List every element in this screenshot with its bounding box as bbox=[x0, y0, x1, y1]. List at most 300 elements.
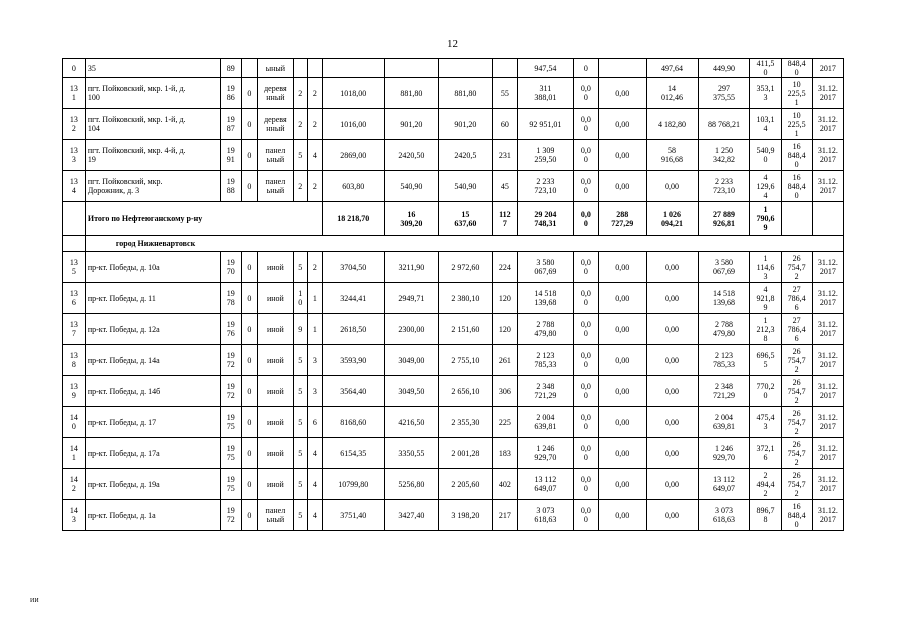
table-cell: 3 bbox=[308, 345, 323, 376]
table-cell: 3244,41 bbox=[322, 283, 384, 314]
table-cell: 0 bbox=[241, 376, 258, 407]
table-cell: 3 580 067,69 bbox=[517, 252, 573, 283]
table-cell: 60 bbox=[492, 109, 517, 140]
table-cell: 0,0 0 bbox=[573, 252, 598, 283]
table-cell: 2 bbox=[308, 78, 323, 109]
table-cell: 0,00 bbox=[646, 345, 698, 376]
table-row bbox=[63, 345, 844, 376]
table-cell: 27 889 926,81 bbox=[698, 202, 750, 236]
table-cell: 45 bbox=[492, 171, 517, 202]
table-cell: 31.12. 2017 bbox=[812, 438, 843, 469]
table-cell: пр-кт. Победы, д. 17а bbox=[85, 438, 220, 469]
table-cell: пр-кт. Победы, д. 14а bbox=[85, 345, 220, 376]
table-cell: 4 129,6 4 bbox=[750, 171, 781, 202]
table-cell: деревя нный bbox=[258, 109, 293, 140]
table-cell: 13 1 bbox=[63, 78, 86, 109]
table-cell: 13 5 bbox=[63, 252, 86, 283]
table-cell: 1 246 929,70 bbox=[517, 438, 573, 469]
table-cell: 0,00 bbox=[598, 376, 646, 407]
table-cell: 2 788 479,80 bbox=[698, 314, 750, 345]
table-cell: 183 bbox=[492, 438, 517, 469]
table-cell: 19 88 bbox=[220, 171, 241, 202]
table-cell: 19 72 bbox=[220, 376, 241, 407]
table-cell: 224 bbox=[492, 252, 517, 283]
table-cell bbox=[308, 59, 323, 78]
table-cell: 10 225,5 1 bbox=[781, 109, 812, 140]
table-cell: 13 2 bbox=[63, 109, 86, 140]
table-cell: 2 004 639,81 bbox=[517, 407, 573, 438]
table-cell: 2 972,60 bbox=[438, 252, 492, 283]
table-cell: 0,00 bbox=[598, 314, 646, 345]
table-cell: 31.12. 2017 bbox=[812, 500, 843, 531]
table-cell: иной bbox=[258, 469, 293, 500]
table-cell: 402 bbox=[492, 469, 517, 500]
table-cell: 0,00 bbox=[646, 376, 698, 407]
table-cell: 0,00 bbox=[598, 283, 646, 314]
table-cell: 3751,40 bbox=[322, 500, 384, 531]
table-cell: 2 348 721,29 bbox=[698, 376, 750, 407]
footer-mark: ИИ bbox=[30, 598, 39, 604]
table-cell: 0,00 bbox=[646, 438, 698, 469]
table-cell: 92 951,01 bbox=[517, 109, 573, 140]
table-cell: 0,0 0 bbox=[573, 376, 598, 407]
table-cell: 0,0 0 bbox=[573, 345, 598, 376]
table-cell: 14 518 139,68 bbox=[517, 283, 573, 314]
total-label: Итого по Нефтеюганскому р-ну bbox=[85, 202, 322, 236]
table-cell: 26 754,7 2 bbox=[781, 407, 812, 438]
table-cell: 4216,50 bbox=[384, 407, 438, 438]
table-cell: 0 bbox=[241, 78, 258, 109]
table-cell: пгт. Пойковский, мкр. Дорожник, д. 3 bbox=[85, 171, 220, 202]
table-cell: 31.12. 2017 bbox=[812, 140, 843, 171]
table-cell: 3 073 618,63 bbox=[517, 500, 573, 531]
table-cell: пр-кт. Победы, д. 11 bbox=[85, 283, 220, 314]
table-cell: 540,90 bbox=[438, 171, 492, 202]
table-cell: иной bbox=[258, 314, 293, 345]
table-cell: 2 348 721,29 bbox=[517, 376, 573, 407]
table-cell: 540,9 0 bbox=[750, 140, 781, 171]
table-cell: 0 bbox=[241, 469, 258, 500]
table-cell: панел ьный bbox=[258, 500, 293, 531]
table-cell: 881,80 bbox=[384, 78, 438, 109]
table-cell: 449,90 bbox=[698, 59, 750, 78]
table-cell: 103,1 4 bbox=[750, 109, 781, 140]
table-cell: 2 233 723,10 bbox=[698, 171, 750, 202]
table-cell: 475,4 3 bbox=[750, 407, 781, 438]
table-row bbox=[63, 109, 844, 140]
table-cell: 2 233 723,10 bbox=[517, 171, 573, 202]
table-cell: 31.12. 2017 bbox=[812, 314, 843, 345]
table-cell: 31.12. 2017 bbox=[812, 171, 843, 202]
table-cell: иной bbox=[258, 283, 293, 314]
table-row-partial bbox=[63, 59, 844, 78]
table-cell: 0 bbox=[241, 109, 258, 140]
table-cell: 0 bbox=[63, 59, 86, 78]
table-cell: 3427,40 bbox=[384, 500, 438, 531]
table-cell: 35 bbox=[85, 59, 220, 78]
table-cell: 3211,90 bbox=[384, 252, 438, 283]
table-cell: 2300,00 bbox=[384, 314, 438, 345]
table-cell: пр-кт. Победы, д. 19а bbox=[85, 469, 220, 500]
table-cell: 217 bbox=[492, 500, 517, 531]
table-cell: 1 309 259,50 bbox=[517, 140, 573, 171]
table-cell: 261 bbox=[492, 345, 517, 376]
table-row bbox=[63, 314, 844, 345]
table-cell: 31.12. 2017 bbox=[812, 109, 843, 140]
table-cell: 14 518 139,68 bbox=[698, 283, 750, 314]
table-cell: 2017 bbox=[812, 59, 843, 78]
table-cell: 10 225,5 1 bbox=[781, 78, 812, 109]
table-cell: 4 bbox=[308, 438, 323, 469]
table-cell: 0,00 bbox=[598, 500, 646, 531]
table-cell: 0,00 bbox=[598, 78, 646, 109]
table-cell: 2 494,4 2 bbox=[750, 469, 781, 500]
table-cell: 5 bbox=[293, 500, 308, 531]
table-cell: пгт. Пойковский, мкр. 4-й, д. 19 bbox=[85, 140, 220, 171]
table-cell: 2420,5 bbox=[438, 140, 492, 171]
table-cell: 2 bbox=[308, 252, 323, 283]
table-cell: деревя нный bbox=[258, 78, 293, 109]
table-cell: пр-кт. Победы, д. 10а bbox=[85, 252, 220, 283]
table-row bbox=[63, 376, 844, 407]
table-row bbox=[63, 469, 844, 500]
table-cell: 311 388,01 bbox=[517, 78, 573, 109]
table-cell: 13 3 bbox=[63, 140, 86, 171]
table-cell: 19 70 bbox=[220, 252, 241, 283]
table-cell: 896,7 8 bbox=[750, 500, 781, 531]
table-cell: 120 bbox=[492, 314, 517, 345]
table-cell: 4 bbox=[308, 500, 323, 531]
table-cell: 0 bbox=[241, 140, 258, 171]
table-cell: пр-кт. Победы, д. 12а bbox=[85, 314, 220, 345]
table-cell: 1 0 bbox=[293, 283, 308, 314]
table-cell: 0 bbox=[573, 59, 598, 78]
table-cell: 2420,50 bbox=[384, 140, 438, 171]
table-cell: 4 bbox=[308, 469, 323, 500]
page-number: 12 bbox=[447, 38, 458, 50]
table-cell: 3350,55 bbox=[384, 438, 438, 469]
table-cell: 19 76 bbox=[220, 314, 241, 345]
table-cell: 0,00 bbox=[646, 469, 698, 500]
table-cell: 26 754,7 2 bbox=[781, 376, 812, 407]
table-cell: 6 bbox=[308, 407, 323, 438]
table-cell: 26 754,7 2 bbox=[781, 469, 812, 500]
table-cell: 14 2 bbox=[63, 469, 86, 500]
table-cell: 13 9 bbox=[63, 376, 86, 407]
table-cell: 540,90 bbox=[384, 171, 438, 202]
table-cell: 372,1 6 bbox=[750, 438, 781, 469]
table-cell bbox=[598, 59, 646, 78]
table-cell: 0,00 bbox=[598, 252, 646, 283]
table-cell: 3049,00 bbox=[384, 345, 438, 376]
table-cell: 31.12. 2017 bbox=[812, 252, 843, 283]
table-cell bbox=[63, 236, 86, 252]
table-cell: 0,00 bbox=[598, 140, 646, 171]
table-cell: 5 bbox=[293, 469, 308, 500]
table-cell: 0,0 0 bbox=[573, 140, 598, 171]
table-cell: 0,0 0 bbox=[573, 469, 598, 500]
table-cell: 231 bbox=[492, 140, 517, 171]
table-cell: 0 bbox=[241, 345, 258, 376]
table-cell: 2 755,10 bbox=[438, 345, 492, 376]
table-cell: 13 6 bbox=[63, 283, 86, 314]
table-cell: 18 218,70 bbox=[322, 202, 384, 236]
table-cell: панел ьный bbox=[258, 171, 293, 202]
table-cell: 770,2 0 bbox=[750, 376, 781, 407]
table-cell: 16 848,4 0 bbox=[781, 500, 812, 531]
table-cell: 4 182,80 bbox=[646, 109, 698, 140]
housing-register-table bbox=[62, 58, 844, 531]
table-cell: 225 bbox=[492, 407, 517, 438]
table-cell: 31.12. 2017 bbox=[812, 376, 843, 407]
table-cell bbox=[812, 202, 843, 236]
table-cell: 0 bbox=[241, 407, 258, 438]
table-cell: 88 768,21 bbox=[698, 109, 750, 140]
table-cell: 2 123 785,33 bbox=[698, 345, 750, 376]
table-cell: 3 198,20 bbox=[438, 500, 492, 531]
table-cell: 0,0 0 bbox=[573, 500, 598, 531]
table-cell: 6154,35 bbox=[322, 438, 384, 469]
table-cell: 26 754,7 2 bbox=[781, 438, 812, 469]
table-cell: 3704,50 bbox=[322, 252, 384, 283]
table-cell: 0,0 0 bbox=[573, 171, 598, 202]
table-cell: 27 786,4 6 bbox=[781, 283, 812, 314]
table-cell: 5 bbox=[293, 376, 308, 407]
table-cell: 848,4 0 bbox=[781, 59, 812, 78]
table-cell: 3 073 618,63 bbox=[698, 500, 750, 531]
table-cell: пр-кт. Победы, д. 1а bbox=[85, 500, 220, 531]
table-cell: 0 bbox=[241, 500, 258, 531]
table-cell: 3564,40 bbox=[322, 376, 384, 407]
table-cell: 19 78 bbox=[220, 283, 241, 314]
table-cell: 411,5 0 bbox=[750, 59, 781, 78]
table-cell: 13 7 bbox=[63, 314, 86, 345]
table-cell: 901,20 bbox=[384, 109, 438, 140]
table-cell: 5 bbox=[293, 438, 308, 469]
table-cell: 1 114,6 3 bbox=[750, 252, 781, 283]
table-cell: 16 848,4 0 bbox=[781, 140, 812, 171]
table-cell: 0,00 bbox=[598, 407, 646, 438]
table-cell: 2 001,28 bbox=[438, 438, 492, 469]
table-cell bbox=[63, 202, 86, 236]
table-cell: 297 375,55 bbox=[698, 78, 750, 109]
table-cell bbox=[781, 202, 812, 236]
table-cell: 0,00 bbox=[598, 469, 646, 500]
table-cell: 2 123 785,33 bbox=[517, 345, 573, 376]
table-cell: 2 205,60 bbox=[438, 469, 492, 500]
table-cell: 26 754,7 2 bbox=[781, 345, 812, 376]
table-cell: 3593,90 bbox=[322, 345, 384, 376]
table-cell: 0,00 bbox=[646, 171, 698, 202]
table-cell: 2 bbox=[293, 109, 308, 140]
table-cell: 27 786,4 6 bbox=[781, 314, 812, 345]
table-cell: 0,0 0 bbox=[573, 407, 598, 438]
table-cell: 2 004 639,81 bbox=[698, 407, 750, 438]
table-row bbox=[63, 252, 844, 283]
table-cell: 19 75 bbox=[220, 407, 241, 438]
table-cell: 0,0 0 bbox=[573, 314, 598, 345]
table-cell: 603,80 bbox=[322, 171, 384, 202]
table-cell: 0,0 0 bbox=[573, 109, 598, 140]
table-cell: 0,0 0 bbox=[573, 438, 598, 469]
table-cell: 26 754,7 2 bbox=[781, 252, 812, 283]
table-cell: панел ьный bbox=[258, 140, 293, 171]
table-cell: 0,00 bbox=[646, 252, 698, 283]
table-cell: 0,00 bbox=[646, 500, 698, 531]
table-cell: 8168,60 bbox=[322, 407, 384, 438]
table-cell: иной bbox=[258, 252, 293, 283]
table-cell: 2 bbox=[293, 171, 308, 202]
table-cell: 0,00 bbox=[646, 283, 698, 314]
table-cell: пр-кт. Победы, д. 14б bbox=[85, 376, 220, 407]
table-cell: 0,0 0 bbox=[573, 283, 598, 314]
table-cell: пр-кт. Победы, д. 17 bbox=[85, 407, 220, 438]
table-cell: 696,5 5 bbox=[750, 345, 781, 376]
table-cell: 1018,00 bbox=[322, 78, 384, 109]
table-cell: 0,00 bbox=[598, 438, 646, 469]
table-cell: 2 bbox=[308, 109, 323, 140]
table-cell: 0,00 bbox=[598, 171, 646, 202]
table-cell: 13 4 bbox=[63, 171, 86, 202]
table-cell: 14 0 bbox=[63, 407, 86, 438]
table-cell: 14 012,46 bbox=[646, 78, 698, 109]
table-cell: иной bbox=[258, 376, 293, 407]
table-cell: 0 bbox=[241, 252, 258, 283]
table-row bbox=[63, 78, 844, 109]
table-row bbox=[63, 171, 844, 202]
table-cell: иной bbox=[258, 345, 293, 376]
table-cell: ыный bbox=[258, 59, 293, 78]
table-cell: 2 bbox=[308, 171, 323, 202]
section-row bbox=[63, 236, 844, 252]
table-cell: 2 bbox=[293, 78, 308, 109]
table-cell: 19 75 bbox=[220, 438, 241, 469]
table-cell: 13 112 649,07 bbox=[698, 469, 750, 500]
table-cell: 112 7 bbox=[492, 202, 517, 236]
table-cell: 2949,71 bbox=[384, 283, 438, 314]
table-row bbox=[63, 500, 844, 531]
table-cell: 16 848,4 0 bbox=[781, 171, 812, 202]
table-cell bbox=[492, 59, 517, 78]
table-cell: 0 bbox=[241, 438, 258, 469]
table-cell: иной bbox=[258, 407, 293, 438]
table-cell: пгт. Пойковский, мкр. 1-й, д. 104 bbox=[85, 109, 220, 140]
table-cell: 1 bbox=[308, 283, 323, 314]
table-cell: 29 204 748,31 bbox=[517, 202, 573, 236]
table-cell: 13 112 649,07 bbox=[517, 469, 573, 500]
table-cell: 14 1 bbox=[63, 438, 86, 469]
table-cell: 3 bbox=[308, 376, 323, 407]
table-cell: 0,00 bbox=[598, 109, 646, 140]
table-cell: 0,0 0 bbox=[573, 202, 598, 236]
table-cell: 306 bbox=[492, 376, 517, 407]
table-cell: 31.12. 2017 bbox=[812, 345, 843, 376]
table-row bbox=[63, 140, 844, 171]
table-row bbox=[63, 283, 844, 314]
table-cell bbox=[293, 59, 308, 78]
table-cell: 120 bbox=[492, 283, 517, 314]
table-cell: 2 151,60 bbox=[438, 314, 492, 345]
table-cell: 31.12. 2017 bbox=[812, 78, 843, 109]
table-cell: 31.12. 2017 bbox=[812, 469, 843, 500]
table-cell: 0,00 bbox=[646, 314, 698, 345]
table-cell: 353,1 3 bbox=[750, 78, 781, 109]
table-cell: 2869,00 bbox=[322, 140, 384, 171]
table-cell: 3049,50 bbox=[384, 376, 438, 407]
table-cell: 2618,50 bbox=[322, 314, 384, 345]
table-cell: 947,54 bbox=[517, 59, 573, 78]
table-cell: 1 bbox=[308, 314, 323, 345]
table-cell: 5 bbox=[293, 252, 308, 283]
table-cell: 0 bbox=[241, 314, 258, 345]
table-cell: 19 87 bbox=[220, 109, 241, 140]
table-cell bbox=[438, 59, 492, 78]
table-cell: 1 250 342,82 bbox=[698, 140, 750, 171]
table-cell: 55 bbox=[492, 78, 517, 109]
section-title: город Нижневартовск bbox=[85, 236, 843, 252]
table-cell: 19 72 bbox=[220, 500, 241, 531]
table-cell: 5 bbox=[293, 407, 308, 438]
table-cell: пгт. Пойковский, мкр. 1-й, д. 100 bbox=[85, 78, 220, 109]
table-row bbox=[63, 407, 844, 438]
table-cell: 2 788 479,80 bbox=[517, 314, 573, 345]
table-cell: 0,00 bbox=[598, 345, 646, 376]
table-cell bbox=[322, 59, 384, 78]
table-cell: 0 bbox=[241, 283, 258, 314]
table-cell: 9 bbox=[293, 314, 308, 345]
table-cell: 0,0 0 bbox=[573, 78, 598, 109]
table-cell: 14 3 bbox=[63, 500, 86, 531]
table-cell: 497,64 bbox=[646, 59, 698, 78]
table-cell: 10799,80 bbox=[322, 469, 384, 500]
total-row bbox=[63, 202, 844, 236]
table-cell: 16 309,20 bbox=[384, 202, 438, 236]
table-cell: 89 bbox=[220, 59, 241, 78]
table-cell: 0,00 bbox=[646, 407, 698, 438]
table-cell: 5256,80 bbox=[384, 469, 438, 500]
table-cell: 19 91 bbox=[220, 140, 241, 171]
table-cell: 31.12. 2017 bbox=[812, 283, 843, 314]
table-cell: 1 212,3 8 bbox=[750, 314, 781, 345]
table-cell: 1016,00 bbox=[322, 109, 384, 140]
table-row bbox=[63, 438, 844, 469]
table-cell: 288 727,29 bbox=[598, 202, 646, 236]
table-cell: 1 246 929,70 bbox=[698, 438, 750, 469]
table-cell: 4 bbox=[308, 140, 323, 171]
table-cell: 881,80 bbox=[438, 78, 492, 109]
table-cell bbox=[384, 59, 438, 78]
table-cell: 2 380,10 bbox=[438, 283, 492, 314]
table-cell: 901,20 bbox=[438, 109, 492, 140]
table-cell: 31.12. 2017 bbox=[812, 407, 843, 438]
table-cell: 0 bbox=[241, 171, 258, 202]
table-cell: иной bbox=[258, 438, 293, 469]
table-cell: 5 bbox=[293, 140, 308, 171]
table-cell: 1 790,6 9 bbox=[750, 202, 781, 236]
table-cell: 19 75 bbox=[220, 469, 241, 500]
table-cell: 19 86 bbox=[220, 78, 241, 109]
table-cell: 5 bbox=[293, 345, 308, 376]
table-cell: 4 921,8 9 bbox=[750, 283, 781, 314]
table-cell: 58 916,68 bbox=[646, 140, 698, 171]
table-cell: 1 026 094,21 bbox=[646, 202, 698, 236]
table-cell: 3 580 067,69 bbox=[698, 252, 750, 283]
table-cell: 13 8 bbox=[63, 345, 86, 376]
table-cell bbox=[241, 59, 258, 78]
table-cell: 15 637,60 bbox=[438, 202, 492, 236]
table-cell: 2 355,30 bbox=[438, 407, 492, 438]
table-cell: 2 656,10 bbox=[438, 376, 492, 407]
